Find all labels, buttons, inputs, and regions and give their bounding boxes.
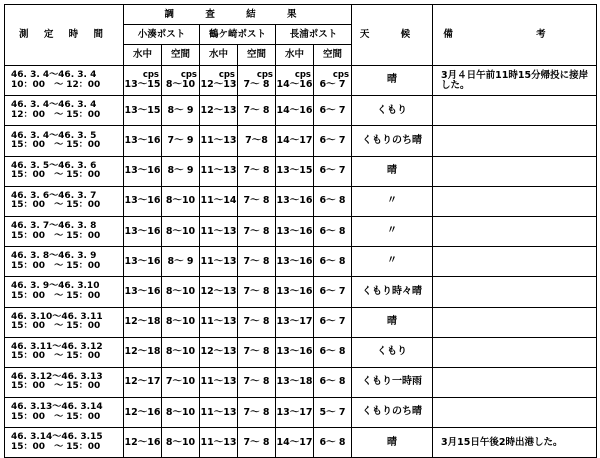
measurement-table — [4, 4, 597, 458]
weather-cell: 〃 — [352, 216, 433, 246]
table-row — [5, 66, 597, 96]
remarks-cell — [433, 156, 597, 186]
table-row — [5, 428, 597, 458]
reading-cell: 7～ 8 — [238, 398, 276, 428]
weather-cell: くもり — [352, 96, 433, 126]
reading-cell: 8～ 9 — [162, 156, 200, 186]
unit-label: cps — [332, 70, 350, 81]
reading-cell: 8～ 9 — [162, 96, 200, 126]
reading-cell: 14～17 — [276, 126, 314, 156]
reading-cell: 7～ 8 — [238, 216, 276, 246]
measurement-time: 46. 3. 9～46. 3.10 15：00 ～ 15：00 — [5, 277, 124, 307]
reading-cell: 8～10 — [162, 277, 200, 307]
reading-cell: 11～13 — [200, 367, 238, 397]
reading-cell: 7～ 8 — [238, 96, 276, 126]
reading-cell: 7～8 — [238, 126, 276, 156]
reading-cell: cps 7～ 8 — [238, 66, 276, 96]
reading-cell: 13～16 — [124, 126, 162, 156]
weather-cell: くもりのち晴 — [352, 126, 433, 156]
reading-cell: 7～ 8 — [238, 156, 276, 186]
reading-cell: 14～17 — [276, 428, 314, 458]
header-post-nagaura: 長浦ポスト — [276, 25, 352, 45]
reading-cell: 11～13 — [200, 156, 238, 186]
header-sub: 水中 — [276, 45, 314, 66]
reading-cell: 13～16 — [276, 247, 314, 277]
reading-cell: 11～13 — [200, 428, 238, 458]
reading-cell: 6～ 7 — [314, 96, 352, 126]
remarks-cell — [433, 247, 597, 277]
measurement-time: 46. 3. 7～46. 3. 8 15：00 ～ 15：00 — [5, 216, 124, 246]
table-row — [5, 96, 597, 126]
reading-cell: 11～14 — [200, 186, 238, 216]
reading-cell: 13～17 — [276, 398, 314, 428]
table-row — [5, 156, 597, 186]
remarks-cell — [433, 186, 597, 216]
reading-cell: 13～16 — [276, 277, 314, 307]
header-post-tsurugasaki: 鶴ケ崎ポスト — [200, 25, 276, 45]
reading-cell: 8～10 — [162, 307, 200, 337]
reading-cell: 8～10 — [162, 216, 200, 246]
reading-cell: 13～15 — [276, 156, 314, 186]
reading-cell: 6～ 7 — [314, 307, 352, 337]
reading-cell: 6～ 7 — [314, 277, 352, 307]
measurement-time: 46. 3. 4～46. 3. 5 15：00 ～ 15：00 — [5, 126, 124, 156]
table-row — [5, 277, 597, 307]
remarks-cell — [433, 398, 597, 428]
table-row — [5, 216, 597, 246]
reading-cell: 12～13 — [200, 96, 238, 126]
remarks-cell: 3月15日午後2時出港した。 — [433, 428, 597, 458]
reading-cell: 7～ 8 — [238, 186, 276, 216]
weather-cell: 晴 — [352, 156, 433, 186]
measurement-time: 46. 3. 8～46. 3. 9 15：00 ～ 15：00 — [5, 247, 124, 277]
reading-cell: 11～13 — [200, 216, 238, 246]
weather-cell: くもり — [352, 337, 433, 367]
remarks-cell — [433, 216, 597, 246]
remarks-cell — [433, 96, 597, 126]
reading-cell: 13～16 — [124, 277, 162, 307]
reading-cell: 14～16 — [276, 96, 314, 126]
reading-cell: 13～18 — [276, 367, 314, 397]
header-time: 測 定 時 間 — [5, 5, 124, 66]
reading-cell: 13～16 — [124, 247, 162, 277]
header-sub: 空間 — [162, 45, 200, 66]
measurement-time: 46. 3.10～46. 3.11 15：00 ～ 15：00 — [5, 307, 124, 337]
header-results: 調 査 結 果 — [124, 5, 352, 25]
reading-cell: 6～ 8 — [314, 186, 352, 216]
header-sub: 水中 — [124, 45, 162, 66]
reading-cell: 12～18 — [124, 337, 162, 367]
reading-cell: cps 12～13 — [200, 66, 238, 96]
reading-cell: 7～ 8 — [238, 367, 276, 397]
reading-cell: 12～16 — [124, 428, 162, 458]
reading-cell: 13～16 — [124, 156, 162, 186]
reading-cell: 6～ 8 — [314, 247, 352, 277]
remarks-cell — [433, 277, 597, 307]
weather-cell: 晴 — [352, 307, 433, 337]
table-row — [5, 186, 597, 216]
reading-cell: 7～ 8 — [238, 307, 276, 337]
reading-cell: 7～ 8 — [238, 247, 276, 277]
reading-cell: 11～13 — [200, 247, 238, 277]
header-remarks: 備 考 — [433, 5, 597, 66]
reading-cell: 7～10 — [162, 367, 200, 397]
weather-cell: くもりのち晴 — [352, 398, 433, 428]
measurement-time: 46. 3. 5～46. 3. 6 15：00 ～ 15：00 — [5, 156, 124, 186]
reading-cell: 13～16 — [124, 186, 162, 216]
table-row — [5, 367, 597, 397]
reading-cell: cps 14～16 — [276, 66, 314, 96]
reading-cell: 5～ 7 — [314, 398, 352, 428]
measurement-time: 46. 3. 6～46. 3. 7 15：00 ～ 15：00 — [5, 186, 124, 216]
header-weather: 天 候 — [352, 5, 433, 66]
reading-cell: 8～ 9 — [162, 247, 200, 277]
header-sub: 空間 — [238, 45, 276, 66]
reading-cell: 13～16 — [276, 337, 314, 367]
reading-cell: 7～ 8 — [238, 428, 276, 458]
header-post-kominato: 小湊ポスト — [124, 25, 200, 45]
reading-cell: 11～13 — [200, 307, 238, 337]
measurement-time: 46. 3.13～46. 3.14 15：00 ～ 15：00 — [5, 398, 124, 428]
weather-cell: 晴 — [352, 428, 433, 458]
reading-cell: 12～13 — [200, 337, 238, 367]
reading-cell: 13～16 — [276, 216, 314, 246]
table-row — [5, 307, 597, 337]
reading-cell: 7～ 8 — [238, 337, 276, 367]
table-row — [5, 247, 597, 277]
reading-cell: 6～ 8 — [314, 337, 352, 367]
reading-cell: 6～ 8 — [314, 367, 352, 397]
table-row — [5, 398, 597, 428]
reading-cell: cps 6～ 7 — [314, 66, 352, 96]
table-row — [5, 126, 597, 156]
reading-cell: 8～10 — [162, 186, 200, 216]
measurement-time: 46. 3.14～46. 3.15 15：00 ～ 15：00 — [5, 428, 124, 458]
reading-cell: cps 13～15 — [124, 66, 162, 96]
reading-cell: 13～16 — [276, 186, 314, 216]
reading-cell: 8～10 — [162, 398, 200, 428]
reading-cell: 12～18 — [124, 307, 162, 337]
unit-label: cps — [142, 70, 159, 81]
reading-cell: 8～10 — [162, 428, 200, 458]
remarks-cell — [433, 126, 597, 156]
measurement-time: 46. 3. 4～46. 3. 4 10：00 ～ 12：00 — [5, 66, 124, 96]
measurement-time: 46. 3. 4～46. 3. 4 12：00 ～ 15：00 — [5, 96, 124, 126]
reading-cell: 6～ 7 — [314, 156, 352, 186]
reading-cell: 13～15 — [124, 96, 162, 126]
reading-cell: cps 8～10 — [162, 66, 200, 96]
table-row — [5, 337, 597, 367]
reading-cell: 8～10 — [162, 337, 200, 367]
reading-cell: 11～13 — [200, 398, 238, 428]
reading-cell: 11～13 — [200, 126, 238, 156]
reading-cell: 13～16 — [124, 216, 162, 246]
remarks-cell: 3月４日午前11時15分帰投に接岸した。 — [433, 66, 597, 96]
unit-label: cps — [294, 70, 311, 81]
header-sub: 水中 — [200, 45, 238, 66]
reading-cell: 7～ 8 — [238, 277, 276, 307]
weather-cell: くもり一時雨 — [352, 367, 433, 397]
measurement-time: 46. 3.11～46. 3.12 15：00 ～ 15：00 — [5, 337, 124, 367]
reading-cell: 6～ 8 — [314, 428, 352, 458]
header-sub: 空間 — [314, 45, 352, 66]
weather-cell: 〃 — [352, 186, 433, 216]
unit-label: cps — [180, 70, 197, 81]
reading-cell: 12～17 — [124, 367, 162, 397]
remarks-cell — [433, 307, 597, 337]
weather-cell: くもり時々晴 — [352, 277, 433, 307]
reading-cell: 12～16 — [124, 398, 162, 428]
unit-label: cps — [218, 70, 235, 81]
reading-cell: 13～17 — [276, 307, 314, 337]
weather-cell: 晴 — [352, 66, 433, 96]
remarks-cell — [433, 337, 597, 367]
reading-cell: 7～ 9 — [162, 126, 200, 156]
unit-label: cps — [256, 70, 273, 81]
weather-cell: 〃 — [352, 247, 433, 277]
remarks-cell — [433, 367, 597, 397]
measurement-time: 46. 3.12～46. 3.13 15：00 ～ 15：00 — [5, 367, 124, 397]
reading-cell: 6～ 7 — [314, 126, 352, 156]
reading-cell: 12～13 — [200, 277, 238, 307]
reading-cell: 6～ 8 — [314, 216, 352, 246]
